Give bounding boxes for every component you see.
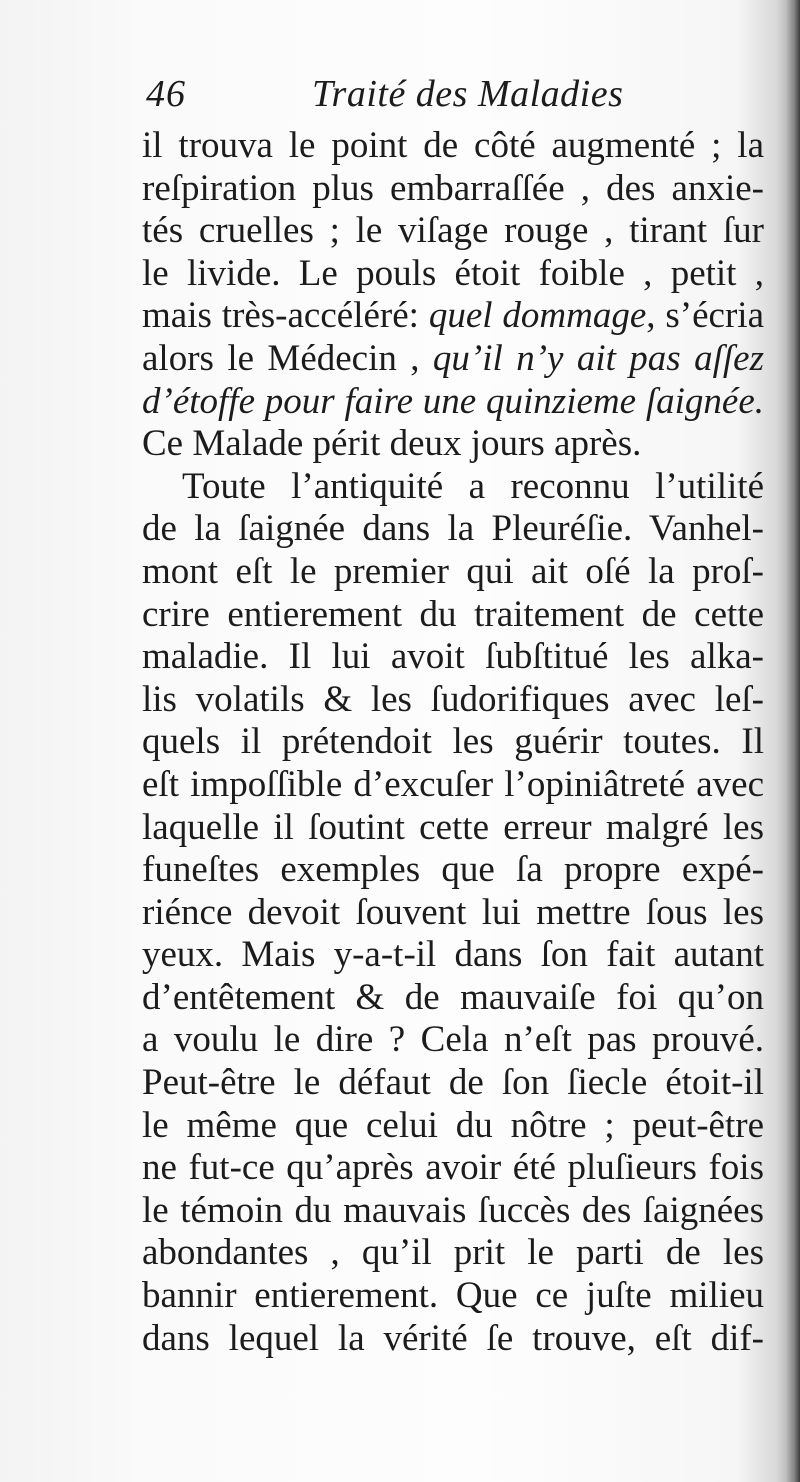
text-line: Peut-être le défaut de ſon ſiecle étoit-il xyxy=(142,1062,764,1104)
text-line xyxy=(142,381,764,424)
running-head xyxy=(146,72,766,124)
text-line: crire entierement du traitement de cette xyxy=(142,593,764,635)
paragraph-end-line: Ce Malade périt deux jours après. xyxy=(142,423,642,465)
text-line: d’entêtement & de mauvaiſe foi qu’on xyxy=(142,976,764,1018)
text-line: il trouva le point de côté augmenté ; la xyxy=(142,125,764,166)
text-line xyxy=(142,295,764,338)
text-line: abondantes , qu’il prit le parti de les xyxy=(142,1232,764,1274)
text-line: maladie. Il lui avoit ſubſtitué les alka- xyxy=(142,636,764,678)
page-number: 46 xyxy=(146,73,186,115)
text-line: tés cruelles ; le viſage rouge , tirant ſur xyxy=(142,210,764,252)
text-line: lis volatils & les ſudorifiques avec leſ- xyxy=(142,678,764,720)
italic-quote: qu’il n’y ait pas aſſez xyxy=(432,337,764,379)
text-line: riénce devoit ſouvent lui mettre ſous les xyxy=(142,891,764,933)
text-line: eſt impoſſible d’excuſer l’opiniâtreté avec xyxy=(142,763,764,805)
text-line: laquelle il ſoutint cette erreur malgré les xyxy=(142,806,764,848)
text-line: yeux. Mais y-a-t-il dans ſon fait autant xyxy=(142,934,764,976)
running-title: Traité des Maladies xyxy=(312,73,624,115)
text-line: funeſtes exemples que ſa propre expé- xyxy=(142,849,764,891)
body-text xyxy=(142,125,764,1360)
italic-quote: quel dommage xyxy=(428,295,647,337)
italic-quote: d’étoffe pour faire une quinzieme ſaignée. xyxy=(142,380,764,422)
text-line xyxy=(142,338,764,381)
text-line: a voulu le dire ? Cela n’eſt pas prouvé. xyxy=(142,1019,764,1061)
text-line: le livide. Le pouls étoit foible , petit , xyxy=(142,252,764,294)
roman-run: , s’écria xyxy=(646,295,764,337)
roman-run: mais très-accéléré: xyxy=(142,295,429,337)
text-line: mont eſt le premier qui ait oſé la proſ- xyxy=(142,550,764,592)
paragraph-start-line: Toute l’antiquité a reconnu l’utilité xyxy=(182,465,764,507)
roman-run: alors le Médecin , xyxy=(142,337,433,379)
text-line: bannir entierement. Que ce juſte milieu xyxy=(142,1275,764,1317)
text-line: reſpiration plus embarraſſée , des anxie- xyxy=(142,167,764,209)
text-line: quels il prétendoit les guérir toutes. Il xyxy=(142,721,764,763)
text-line: ne fut-ce qu’après avoir été pluſieurs fois xyxy=(142,1147,764,1189)
page-edge-shadow xyxy=(786,0,800,1482)
text-line: le même que celui du nôtre ; peut-être xyxy=(142,1104,764,1146)
text-line: de la ſaignée dans la Pleuréſie. Vanhel- xyxy=(142,508,764,550)
text-line: le témoin du mauvais ſuccès des ſaignées xyxy=(142,1189,764,1231)
text-line: dans lequel la vérité ſe trouve, eſt dif- xyxy=(142,1317,764,1359)
